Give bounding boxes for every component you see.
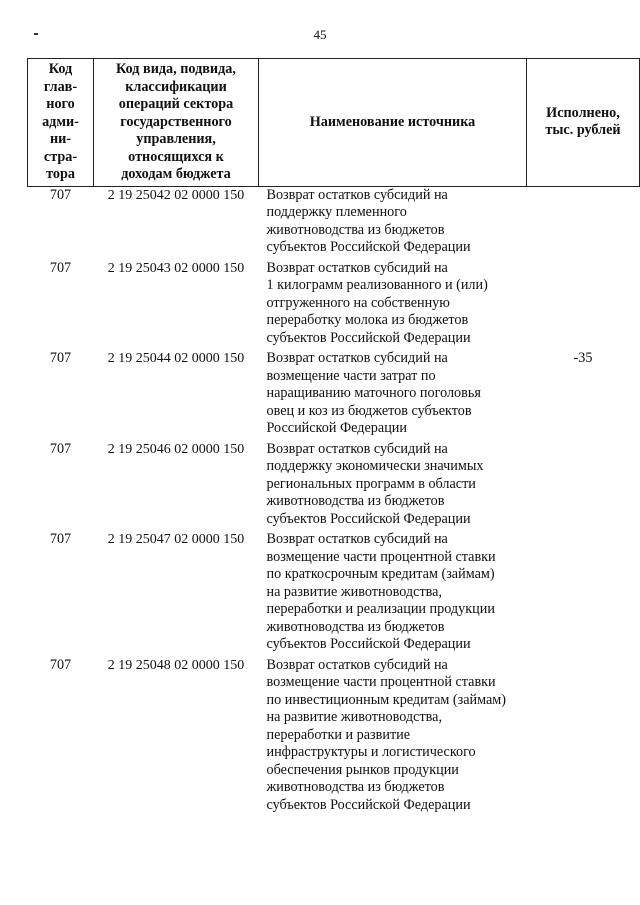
source-name-line: поддержку племенного	[266, 204, 407, 220]
classification-code-cell: 2 19 25047 02 0000 150	[107, 532, 245, 547]
source-name-line: переработки и развитие	[266, 726, 411, 743]
scan-mark	[34, 33, 38, 35]
executed-amount-cell	[527, 441, 640, 532]
source-name-line: возмещение части процентной ставки	[266, 548, 496, 565]
header-admin-code-line: ни-	[49, 131, 72, 147]
source-name-line: региональных программ в области	[266, 475, 476, 492]
source-name-line: субъектов Российской Федерации	[266, 329, 471, 346]
header-admin-code-line: ного	[46, 96, 75, 112]
header-source-name-line: Наименование источника	[309, 113, 476, 130]
header-classification-code	[94, 59, 259, 187]
source-name-line: Возврат остатков субсидий на	[266, 350, 448, 366]
executed-amount-cell	[527, 657, 640, 818]
source-name-line: Российской Федерации	[266, 420, 407, 436]
page-number: 45	[313, 27, 327, 42]
source-name-cell	[259, 350, 527, 441]
admin-code-cell: 707	[49, 531, 72, 547]
admin-code-cell: 707	[49, 350, 72, 366]
classification-code-cell: 2 19 25048 02 0000 150	[107, 657, 245, 673]
header-classification-code-line: относящихся к	[128, 148, 224, 165]
header-admin-code-line: стра-	[43, 148, 78, 165]
table-header	[28, 59, 640, 187]
header-classification-code-line: доходам бюджета	[121, 166, 231, 182]
admin-code-cell: 707	[49, 440, 72, 457]
header-admin-code-line: глав-	[43, 78, 78, 95]
source-name-line: переработку молока из бюджетов	[266, 312, 469, 328]
source-name-line: возмещение части затрат по	[266, 367, 436, 384]
source-name-line: Возврат остатков субсидий на	[266, 259, 448, 276]
source-name-line: животноводства из бюджетов	[266, 221, 445, 238]
header-admin-code	[28, 59, 94, 187]
admin-code-cell: 707	[49, 656, 72, 673]
header-classification-code-line: операций сектора	[118, 96, 234, 112]
source-name-cell	[259, 531, 527, 657]
source-name-cell	[259, 260, 527, 351]
header-classification-code-line: классификации	[125, 78, 227, 95]
source-name-cell	[259, 441, 527, 532]
source-name-line: на развитие животноводства,	[266, 709, 443, 725]
header-classification-code-line: управления,	[136, 131, 216, 147]
table-row	[28, 186, 640, 260]
source-name-line: субъектов Российской Федерации	[266, 796, 471, 813]
source-name-line: по краткосрочным кредитам (займам)	[266, 566, 495, 582]
executed-amount-cell	[527, 531, 640, 657]
classification-code-cell: 2 19 25046 02 0000 150	[107, 441, 245, 457]
header-classification-code-line: государственного	[120, 113, 232, 130]
source-name-line: субъектов Российской Федерации	[266, 636, 471, 652]
source-name-line: на развитие животноводства,	[266, 583, 443, 600]
source-name-cell	[259, 186, 527, 260]
source-name-line: инфраструктуры и логистического	[266, 744, 476, 760]
source-name-line: животноводства из бюджетов	[266, 779, 445, 795]
header-admin-code-line: Код	[48, 61, 73, 77]
executed-amount-cell: -35	[573, 350, 593, 366]
source-name-line: животноводства из бюджетов	[266, 493, 445, 509]
source-name-line: Возврат остатков субсидий на	[266, 531, 448, 547]
source-name-line: поддержку экономически значимых	[266, 458, 484, 474]
admin-code-cell: 707	[49, 186, 72, 203]
header-row	[28, 59, 640, 187]
table-row	[28, 531, 640, 657]
source-name-cell	[259, 657, 527, 818]
table-row	[28, 657, 640, 818]
executed-amount-cell	[527, 186, 640, 260]
executed-amount-cell	[527, 260, 640, 351]
source-name-line: возмещение части процентной ставки	[266, 674, 496, 690]
table-row	[28, 350, 640, 441]
header-source-name	[259, 59, 527, 187]
header-executed-line: Исполнено,	[546, 104, 620, 121]
header-admin-code-line: тора	[46, 166, 75, 182]
source-name-line: наращиванию маточного поголовья	[266, 385, 481, 401]
source-name-line: 1 килограмм реализованного и (или)	[266, 277, 488, 293]
source-name-line: субъектов Российской Федерации	[266, 510, 471, 527]
source-name-line: Возврат остатков субсидий на	[266, 656, 448, 673]
source-name-line: Возврат остатков субсидий на	[266, 440, 448, 457]
source-name-line: отгруженного на собственную	[266, 294, 450, 311]
table-row	[28, 441, 640, 532]
classification-code-cell: 2 19 25042 02 0000 150	[107, 187, 245, 203]
header-executed	[527, 59, 640, 187]
header-executed-line: тыс. рублей	[545, 122, 621, 139]
classification-code-cell: 2 19 25044 02 0000 150	[107, 351, 245, 366]
source-name-line: по инвестиционным кредитам (займам)	[266, 691, 506, 708]
classification-code-cell: 2 19 25043 02 0000 150	[107, 260, 245, 276]
source-name-line: Возврат остатков субсидий на	[266, 186, 448, 203]
table-body	[28, 186, 640, 817]
source-name-line: животноводства из бюджетов	[266, 618, 445, 635]
admin-code-cell: 707	[49, 259, 72, 276]
source-name-line: переработки и реализации продукции	[266, 601, 495, 617]
budget-sources-table	[27, 58, 640, 817]
header-admin-code-line: адми-	[42, 113, 79, 130]
source-name-line: овец и коз из бюджетов субъектов	[266, 402, 472, 419]
table-row	[28, 260, 640, 351]
source-name-line: субъектов Российской Федерации	[266, 239, 471, 255]
source-name-line: обеспечения рынков продукции	[266, 761, 459, 778]
header-classification-code-line: Код вида, подвида,	[116, 61, 236, 77]
